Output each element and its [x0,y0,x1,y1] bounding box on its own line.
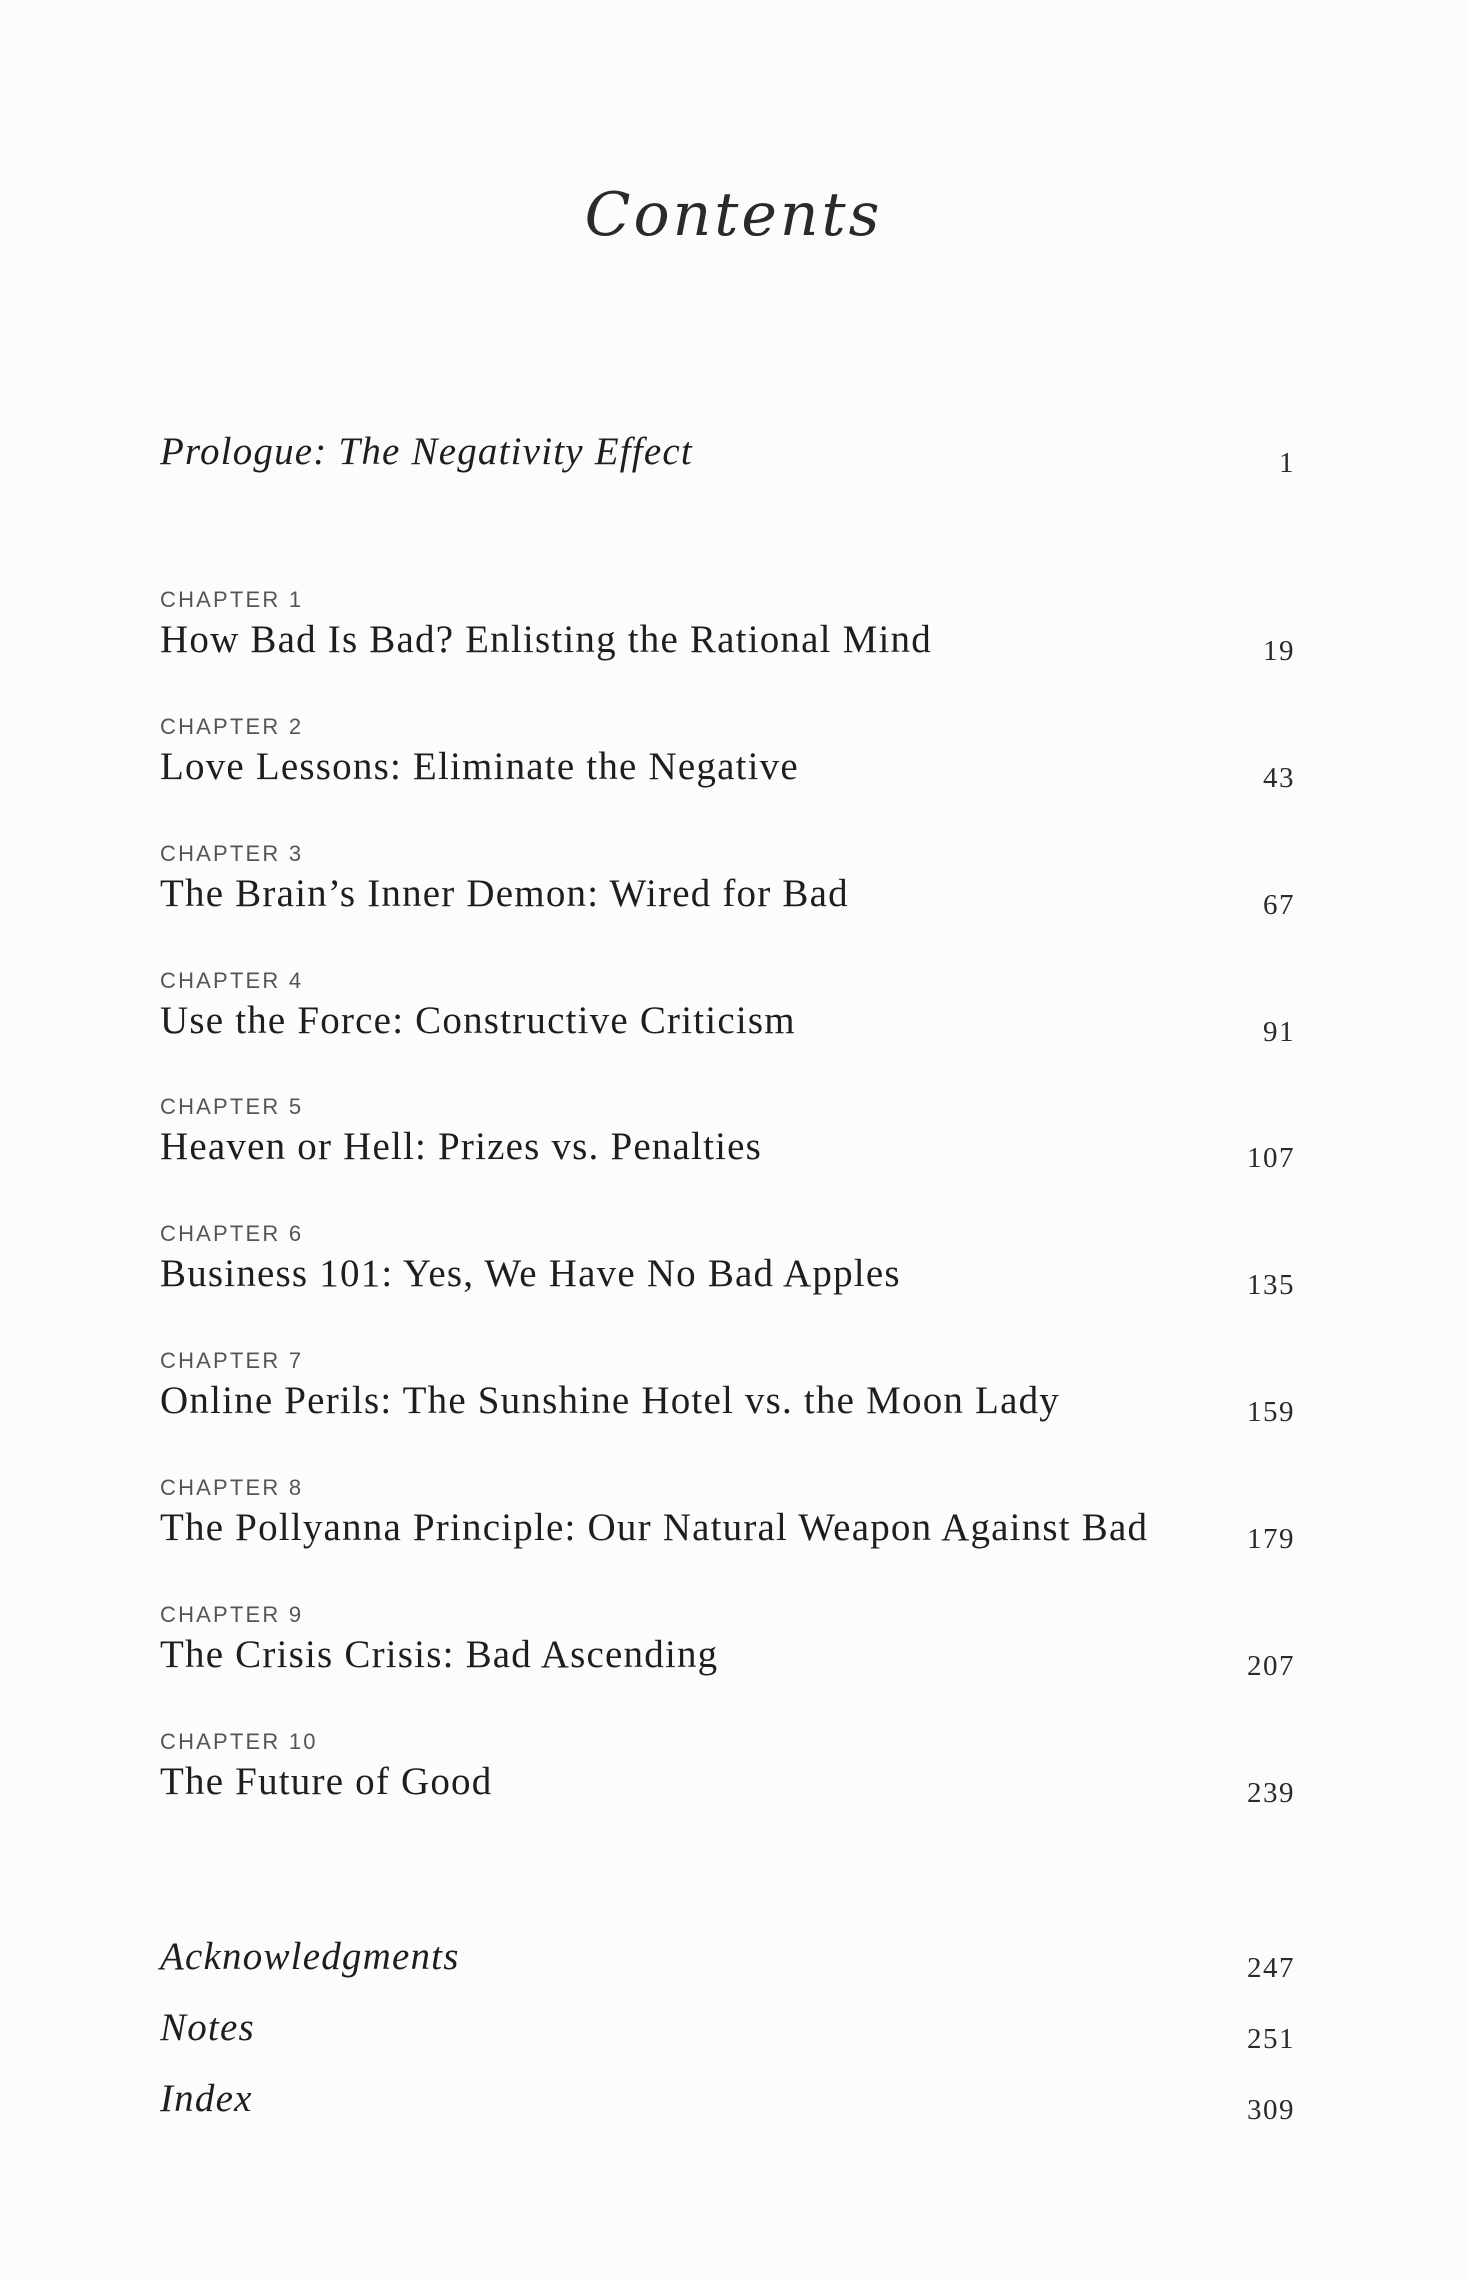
chapter-label: CHAPTER 4 [160,968,304,993]
chapter-label: CHAPTER 8 [160,1475,304,1500]
entry-title: The Crisis Crisis: Bad Ascending [160,1633,719,1676]
chapter-label: CHAPTER 3 [160,841,304,866]
chapter-label: CHAPTER 5 [160,1094,304,1119]
entry-title: The Brain’s Inner Demon: Wired for Bad [160,872,849,915]
entry-title: How Bad Is Bad? Enlisting the Rational Mind [160,618,932,661]
chapter-label: CHAPTER 9 [160,1602,304,1627]
toc-entry-chapter-6[interactable] [160,1218,1295,1302]
entry-title: The Future of Good [160,1760,493,1803]
chapter-label: CHAPTER 1 [160,587,304,612]
entry-title: Notes [160,2006,255,2049]
toc-entry-index[interactable] [160,2075,1295,2127]
toc-entry-chapter-10[interactable] [160,1726,1295,1810]
entry-page-number: 309 [1247,2094,1295,2126]
toc-entry-chapter-7[interactable] [160,1345,1295,1429]
entry-title: Index [160,2077,253,2120]
chapter-label: CHAPTER 6 [160,1221,304,1246]
entry-page-number: 19 [1263,635,1295,667]
entry-page-number: 159 [1247,1396,1295,1428]
entry-page-number: 107 [1247,1142,1295,1174]
entry-page-number: 135 [1247,1269,1295,1301]
entry-title: Love Lessons: Eliminate the Negative [160,745,799,788]
entry-title: Use the Force: Constructive Criticism [160,999,796,1042]
entry-page-number: 247 [1247,1952,1295,1984]
toc-entry-chapter-4[interactable] [160,965,1295,1049]
entry-page-number: 43 [1263,762,1295,794]
entry-page-number: 239 [1247,1777,1295,1809]
page-title: Contents [584,180,883,250]
entry-title: Acknowledgments [160,1935,460,1978]
entry-page-number: 207 [1247,1650,1295,1682]
entry-page-number: 179 [1247,1523,1295,1555]
toc-entry-prologue[interactable] [160,428,1295,480]
toc-entry-chapter-3[interactable] [160,838,1295,922]
entry-page-number: 251 [1247,2023,1295,2055]
entry-title: The Pollyanna Principle: Our Natural Weapon Against Bad [160,1506,1149,1549]
toc-entry-chapter-1[interactable] [160,584,1295,668]
toc-entry-notes[interactable] [160,2004,1295,2056]
entry-title: Online Perils: The Sunshine Hotel vs. the Moon Lady [160,1379,1060,1422]
toc-entry-chapter-8[interactable] [160,1472,1295,1556]
toc-entry-chapter-9[interactable] [160,1599,1295,1683]
entry-page-number: 91 [1263,1016,1295,1048]
entry-title: Heaven or Hell: Prizes vs. Penalties [160,1125,763,1168]
entry-title: Business 101: Yes, We Have No Bad Apples [160,1252,901,1295]
chapter-label: CHAPTER 2 [160,714,304,739]
toc-entry-acknowledgments[interactable] [160,1933,1295,1985]
chapter-label: CHAPTER 7 [160,1348,304,1373]
toc-entry-chapter-2[interactable] [160,711,1295,795]
toc-entry-chapter-5[interactable] [160,1091,1295,1175]
entry-page-number: 1 [1279,447,1295,479]
entry-title: Prologue: The Negativity Effect [160,430,693,473]
entry-page-number: 67 [1263,889,1295,921]
chapter-label: CHAPTER 10 [160,1729,318,1754]
